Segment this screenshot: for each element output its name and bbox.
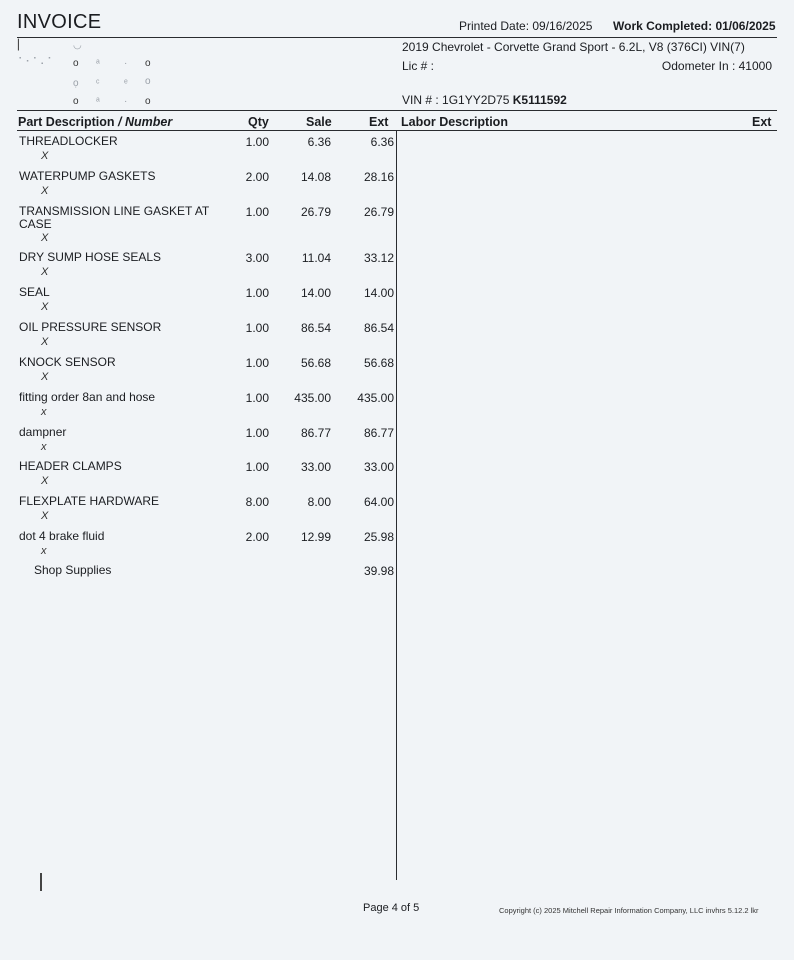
part-number-mark: X bbox=[41, 510, 49, 522]
part-qty: 1.00 bbox=[245, 205, 269, 219]
part-sale: 8.00 bbox=[307, 495, 331, 509]
vehicle-description: 2019 Chevrolet - Corvette Grand Sport - 6.2L, V8 (376CI) VIN(7) bbox=[402, 40, 745, 54]
part-ext: 86.54 bbox=[363, 321, 394, 335]
table-row bbox=[0, 321, 400, 356]
table-row bbox=[0, 170, 400, 205]
vin-suffix: K5111592 bbox=[512, 93, 567, 107]
shop-supplies-ext: 39.98 bbox=[363, 564, 394, 578]
vin-number bbox=[402, 93, 567, 107]
part-number-mark: X bbox=[41, 150, 49, 162]
part-description: OIL PRESSURE SENSOR bbox=[19, 320, 162, 334]
part-sale: 435.00 bbox=[294, 391, 331, 405]
part-sale: 26.79 bbox=[300, 205, 331, 219]
col-ext: Ext bbox=[369, 115, 389, 129]
license-number: Lic # : bbox=[402, 59, 435, 73]
part-sale: 6.36 bbox=[307, 135, 331, 149]
part-sale: 12.99 bbox=[300, 530, 331, 544]
printed-date: Printed Date: 09/16/2025 bbox=[459, 19, 593, 33]
part-number-mark: X bbox=[41, 336, 49, 348]
part-qty: 8.00 bbox=[245, 495, 269, 509]
page-number: Page 4 of 5 bbox=[363, 902, 420, 914]
table-top-rule bbox=[17, 110, 777, 111]
part-qty: 1.00 bbox=[245, 286, 269, 300]
part-description: dampner bbox=[19, 425, 67, 439]
table-row bbox=[0, 356, 400, 391]
table-row bbox=[0, 495, 400, 530]
table-row bbox=[0, 251, 400, 286]
table-row bbox=[0, 286, 400, 321]
part-number-mark: X bbox=[41, 266, 49, 278]
header-divider bbox=[17, 37, 777, 38]
part-number-mark: X bbox=[41, 301, 49, 313]
part-ext: 26.79 bbox=[363, 205, 394, 219]
part-sale: 86.54 bbox=[300, 321, 331, 335]
col-qty: Qty bbox=[248, 115, 269, 129]
part-ext: 33.12 bbox=[363, 251, 394, 265]
table-row bbox=[0, 204, 400, 244]
part-ext: 64.00 bbox=[363, 495, 394, 509]
vin-prefix: VIN # : 1G1YY2D75 bbox=[402, 93, 513, 107]
col-labor-description: Labor Description bbox=[401, 115, 508, 129]
table-row bbox=[0, 135, 400, 170]
part-sale: 14.08 bbox=[300, 170, 331, 184]
odometer-reading: Odometer In : 41000 bbox=[661, 59, 772, 73]
part-qty: 1.00 bbox=[245, 135, 269, 149]
part-qty: 1.00 bbox=[245, 426, 269, 440]
part-sale: 56.68 bbox=[300, 356, 331, 370]
part-description: TRANSMISSION LINE GASKET AT CASE bbox=[19, 204, 210, 231]
part-description: KNOCK SENSOR bbox=[19, 355, 116, 369]
part-qty: 2.00 bbox=[245, 170, 269, 184]
part-qty: 1.00 bbox=[245, 321, 269, 335]
part-qty: 1.00 bbox=[245, 460, 269, 474]
part-ext: 33.00 bbox=[363, 460, 394, 474]
col-sale: Sale bbox=[306, 115, 332, 129]
part-description: SEAL bbox=[19, 285, 50, 299]
work-completed-date: Work Completed: 01/06/2025 bbox=[613, 19, 776, 33]
invoice-title: INVOICE bbox=[17, 11, 102, 33]
part-qty: 2.00 bbox=[245, 530, 269, 544]
part-number-mark: X bbox=[41, 232, 49, 244]
col-number-label: / Number bbox=[118, 115, 173, 129]
part-ext: 6.36 bbox=[370, 135, 394, 149]
table-header-rule bbox=[17, 130, 777, 131]
col-part-description-label: Part Description bbox=[18, 115, 115, 129]
scan-mark bbox=[40, 873, 42, 891]
part-ext: 435.00 bbox=[357, 391, 394, 405]
part-qty: 1.00 bbox=[245, 391, 269, 405]
table-row bbox=[0, 391, 400, 426]
part-description: FLEXPLATE HARDWARE bbox=[19, 494, 160, 508]
part-description: THREADLOCKER bbox=[19, 134, 118, 148]
part-ext: 56.68 bbox=[363, 356, 394, 370]
table-row bbox=[0, 426, 400, 461]
shop-supplies-row bbox=[0, 564, 400, 599]
shop-supplies-label: Shop Supplies bbox=[34, 563, 112, 577]
part-ext: 25.98 bbox=[363, 530, 394, 544]
part-number-mark: X bbox=[41, 475, 49, 487]
part-number-mark: x bbox=[41, 441, 47, 453]
part-description: dot 4 brake fluid bbox=[19, 529, 105, 543]
part-description: fitting order 8an and hose bbox=[19, 390, 156, 404]
part-description: HEADER CLAMPS bbox=[19, 459, 122, 473]
part-ext: 14.00 bbox=[363, 286, 394, 300]
part-number-mark: x bbox=[41, 545, 47, 557]
part-number-mark: x bbox=[41, 406, 47, 418]
part-qty: 1.00 bbox=[245, 356, 269, 370]
part-number-mark: X bbox=[41, 185, 49, 197]
table-row bbox=[0, 460, 400, 495]
redacted-customer-info: ▏ ◡ ⠁⠂⠁⠄⠁ o ᵃ · o ọ ᶜ ᵉ o o ᵃ · o bbox=[18, 40, 151, 107]
part-sale: 86.77 bbox=[300, 426, 331, 440]
copyright-notice: Copyright (c) 2025 Mitchell Repair Information Company, LLC invhrs 5.12.2 lkr bbox=[499, 906, 759, 915]
part-description: WATERPUMP GASKETS bbox=[19, 169, 156, 183]
part-ext: 28.16 bbox=[363, 170, 394, 184]
part-qty: 3.00 bbox=[245, 251, 269, 265]
part-ext: 86.77 bbox=[363, 426, 394, 440]
part-sale: 14.00 bbox=[300, 286, 331, 300]
part-number-mark: X bbox=[41, 371, 49, 383]
col-labor-ext: Ext bbox=[752, 115, 772, 129]
table-row bbox=[0, 530, 400, 565]
part-sale: 11.04 bbox=[301, 251, 331, 265]
part-sale: 33.00 bbox=[300, 460, 331, 474]
col-part-description bbox=[18, 115, 172, 129]
part-description: DRY SUMP HOSE SEALS bbox=[19, 250, 162, 264]
